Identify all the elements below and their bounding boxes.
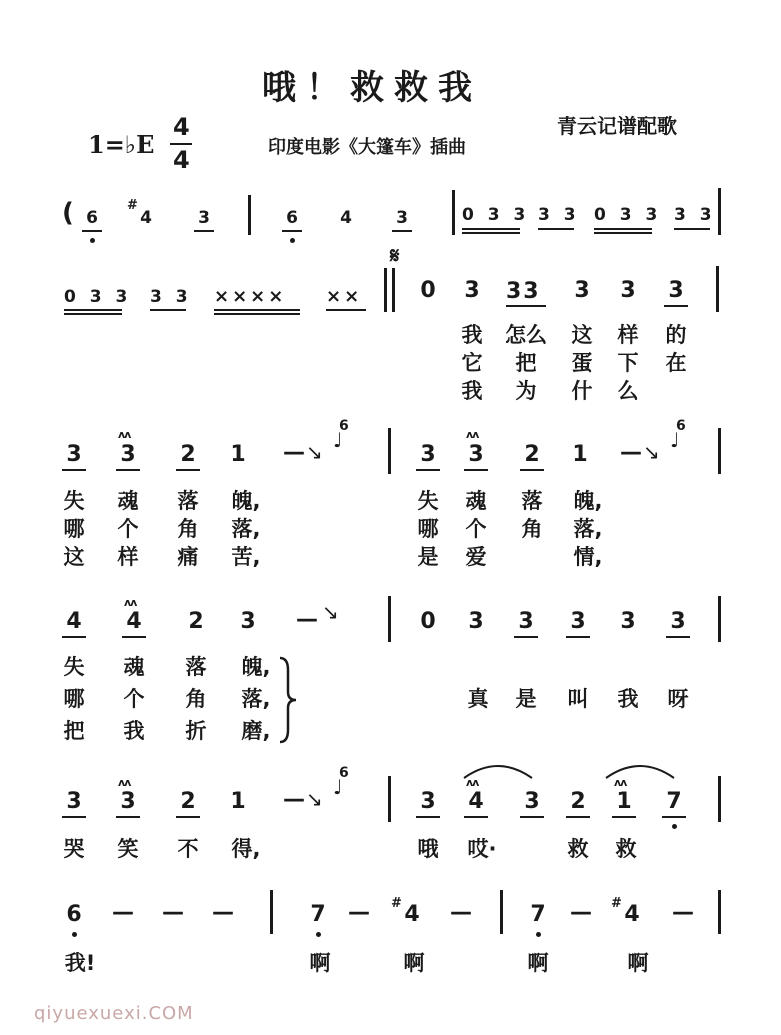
lyric: 呀 [667, 687, 689, 711]
barline [248, 195, 251, 235]
note-group: 0 3 3 [64, 287, 132, 307]
barline [718, 596, 721, 642]
mordent-icon: ʌʌ [124, 596, 137, 609]
note: 4 [340, 208, 352, 228]
note-dot [290, 238, 295, 243]
note: 0 [420, 278, 436, 303]
dash: — [570, 900, 592, 925]
dash: — [283, 440, 305, 465]
brace-icon [276, 656, 298, 744]
subtitle: 印度电影《大篷车》插曲 [268, 137, 466, 158]
note: 4 [468, 789, 484, 814]
barline [270, 890, 273, 934]
barline [384, 268, 387, 312]
lyric: 失 [417, 489, 439, 513]
note-underline [326, 309, 366, 311]
note-group: 33 [506, 279, 541, 304]
lyric: 苦, [231, 545, 261, 569]
note: 6 [286, 208, 298, 228]
lyric: 爱 [465, 545, 487, 569]
note: 3 [620, 278, 636, 303]
sharp-sign: # [127, 198, 138, 213]
dash: — [112, 900, 134, 925]
note: 7 [310, 902, 326, 927]
lyric: 魄, [231, 489, 261, 513]
lyric: 啊 [403, 951, 425, 975]
note-underline [116, 469, 140, 471]
dash: — [212, 900, 234, 925]
note: 4 [404, 902, 420, 927]
note-dot [672, 824, 677, 829]
note-underline [214, 313, 300, 315]
note-underline [506, 305, 546, 307]
lyric: 蛋 [571, 351, 593, 375]
note: 1 [230, 442, 246, 467]
lyric: 得, [231, 837, 261, 861]
mordent-icon: ʌʌ [614, 776, 627, 789]
note: 3 [396, 208, 408, 228]
mordent-icon: ʌʌ [118, 428, 131, 441]
note-group: 3 3 [674, 205, 716, 225]
note-underline [520, 469, 544, 471]
lyric: 啊 [627, 951, 649, 975]
note: 3 [668, 278, 684, 303]
barline [388, 428, 391, 474]
lyric: 是 [515, 687, 537, 711]
lyric: 哭 [63, 837, 85, 861]
note: 3 [620, 609, 636, 634]
lyric: 失 [63, 489, 85, 513]
lyric: 我 [461, 323, 483, 347]
lyric: 的 [665, 323, 687, 347]
note: 3 [66, 789, 82, 814]
note-underline [664, 305, 688, 307]
barline [392, 268, 395, 312]
note-group: 3 3 [150, 287, 192, 307]
barline [388, 776, 391, 822]
lyric: 啊 [527, 951, 549, 975]
lyric: 魂 [123, 655, 145, 679]
lyric: 痛 [177, 545, 199, 569]
note-group: 0 3 3 [594, 205, 662, 225]
note-underline [416, 469, 440, 471]
note-underline [416, 816, 440, 818]
note-underline [464, 816, 488, 818]
lyric: 落 [185, 655, 207, 679]
note-underline [392, 230, 412, 232]
lyric: 把 [63, 719, 85, 743]
note-underline [62, 816, 86, 818]
lyric: 失 [63, 655, 85, 679]
note-group: ×× [326, 286, 363, 307]
barline [452, 190, 455, 235]
note-underline [176, 469, 200, 471]
lyric: 哦 [417, 837, 439, 861]
lyric: 样 [617, 323, 639, 347]
note: 7 [666, 789, 682, 814]
note: 6 [86, 208, 98, 228]
lyric: 落, [573, 517, 603, 541]
grace-note: 6 [339, 765, 349, 781]
sharp-sign: # [611, 896, 622, 911]
note: 6 [66, 902, 82, 927]
note: 3 [198, 208, 210, 228]
barline [718, 188, 721, 235]
mordent-icon: ʌʌ [118, 776, 131, 789]
note: 3 [524, 789, 540, 814]
lyric: 什 [571, 379, 593, 403]
note-underline [514, 636, 538, 638]
note: 3 [420, 789, 436, 814]
segno-icon: 𝄋 [390, 244, 400, 269]
note-dot [316, 932, 321, 937]
lyric: 魄, [573, 489, 603, 513]
lyric: 笑 [117, 837, 139, 861]
lyric: 个 [117, 517, 139, 541]
note: 0 [420, 609, 436, 634]
lyric: 角 [177, 517, 199, 541]
mordent-icon: ʌʌ [466, 428, 479, 441]
note: 1 [616, 789, 632, 814]
note-underline [282, 230, 302, 232]
lyric: 哎· [467, 837, 497, 861]
meter-top: 4 [173, 113, 190, 141]
lyric: 魄, [241, 655, 271, 679]
lyric: 魂 [465, 489, 487, 513]
lyric: 把 [515, 351, 537, 375]
note-underline [62, 636, 86, 638]
note-underline [64, 309, 122, 311]
lyric: 我 [617, 687, 639, 711]
note-underline [194, 230, 214, 232]
note-underline [464, 469, 488, 471]
grace-arrow-icon: ↘ [306, 787, 323, 811]
grace-note: 6 [339, 418, 349, 434]
note: 2 [180, 442, 196, 467]
mordent-icon: ʌʌ [466, 776, 479, 789]
note: 3 [570, 609, 586, 634]
note-underline [566, 636, 590, 638]
lyric: 叫 [567, 687, 589, 711]
dash: — [296, 607, 318, 632]
lyric: 落 [521, 489, 543, 513]
note-underline [176, 816, 200, 818]
grace-arrow-icon: ↘ [306, 440, 323, 464]
barline [718, 428, 721, 474]
note-dot [72, 932, 77, 937]
lyric: 魂 [117, 489, 139, 513]
note: 3 [468, 442, 484, 467]
note-underline [566, 816, 590, 818]
lyric: 这 [63, 545, 85, 569]
note: 1 [572, 442, 588, 467]
lyric: 是 [417, 545, 439, 569]
note-underline [214, 309, 300, 311]
lyric: 在 [665, 351, 687, 375]
note: 3 [120, 789, 136, 814]
lyric: 我 [123, 719, 145, 743]
barline [388, 596, 391, 642]
lyric: 我 [461, 379, 483, 403]
sharp-sign: # [391, 896, 402, 911]
lyric: 我! [64, 951, 96, 975]
lyric: 哪 [417, 517, 439, 541]
note-group: 3 3 [538, 205, 580, 225]
note: 3 [120, 442, 136, 467]
note-underline [150, 309, 186, 311]
lyric: 为 [515, 379, 537, 403]
note-underline [462, 232, 520, 234]
lyric: 救 [615, 837, 637, 861]
note: 4 [140, 208, 152, 228]
lyric: 个 [465, 517, 487, 541]
lyric: 个 [123, 687, 145, 711]
lyric: 样 [117, 545, 139, 569]
grace-flag: ♩ [670, 428, 680, 452]
note: 2 [180, 789, 196, 814]
note-underline [666, 636, 690, 638]
barline [500, 890, 503, 934]
grace-arrow-icon: ↘ [643, 440, 660, 464]
note-underline [612, 816, 636, 818]
note-underline [674, 228, 710, 230]
grace-flag: ♩ [333, 775, 343, 799]
lyric: 救 [567, 837, 589, 861]
lyric: 落, [241, 687, 271, 711]
lyric: 磨, [241, 719, 271, 743]
note-underline [538, 228, 574, 230]
note-underline [462, 228, 520, 230]
note: 4 [66, 609, 82, 634]
lyric: 真 [467, 687, 489, 711]
dash: — [450, 900, 472, 925]
lyric: 折 [185, 719, 207, 743]
note: 4 [624, 902, 640, 927]
note: 1 [230, 789, 246, 814]
lyric: 怎么 [505, 323, 547, 347]
note-underline [64, 313, 122, 315]
dash: — [672, 900, 694, 925]
watermark: qiyuexuexi.COM [34, 1003, 194, 1024]
lyric: 落, [231, 517, 261, 541]
note: 2 [188, 609, 204, 634]
lyric: 么 [617, 379, 639, 403]
note: 3 [240, 609, 256, 634]
note-underline [116, 816, 140, 818]
note: 2 [570, 789, 586, 814]
lyric: 哪 [63, 687, 85, 711]
barline [718, 776, 721, 822]
note: 4 [126, 609, 142, 634]
note-underline [62, 469, 86, 471]
note: 2 [524, 442, 540, 467]
lyric: 落 [177, 489, 199, 513]
note-underline [82, 230, 102, 232]
lyric: 哪 [63, 517, 85, 541]
lyric: 啊 [309, 951, 331, 975]
barline [716, 266, 719, 312]
note: 3 [420, 442, 436, 467]
note-underline [662, 816, 686, 818]
note-underline [594, 228, 652, 230]
lyric: 这 [571, 323, 593, 347]
dash: — [620, 440, 642, 465]
open-paren: ( [62, 198, 74, 228]
dash: — [348, 900, 370, 925]
note-underline [122, 636, 146, 638]
note: 3 [670, 609, 686, 634]
credit: 青云记谱配歌 [557, 114, 677, 138]
note-group: 0 3 3 [462, 205, 530, 225]
note-dot [536, 932, 541, 937]
song-title: 哦！救救我 [262, 68, 482, 108]
note-underline [594, 232, 652, 234]
note: 3 [66, 442, 82, 467]
key-signature: 1=♭E [88, 130, 155, 159]
grace-flag: ♩ [333, 428, 343, 452]
note-dot [90, 238, 95, 243]
note: 3 [518, 609, 534, 634]
dash: — [283, 787, 305, 812]
meter-line [170, 143, 192, 145]
lyric: 情, [573, 545, 603, 569]
note: 7 [530, 902, 546, 927]
grace-arrow-icon: ↘ [322, 600, 339, 624]
barline [718, 890, 721, 934]
grace-note: 6 [676, 418, 686, 434]
dash: — [162, 900, 184, 925]
lyric: 它 [461, 351, 483, 375]
note-group: ×××× [214, 286, 287, 307]
note: 3 [468, 609, 484, 634]
note-underline [520, 816, 544, 818]
lyric: 下 [617, 351, 639, 375]
note: 3 [574, 278, 590, 303]
note: 3 [464, 278, 480, 303]
meter-bottom: 4 [173, 146, 190, 174]
lyric: 不 [177, 837, 199, 861]
lyric: 角 [521, 517, 543, 541]
lyric: 角 [185, 687, 207, 711]
